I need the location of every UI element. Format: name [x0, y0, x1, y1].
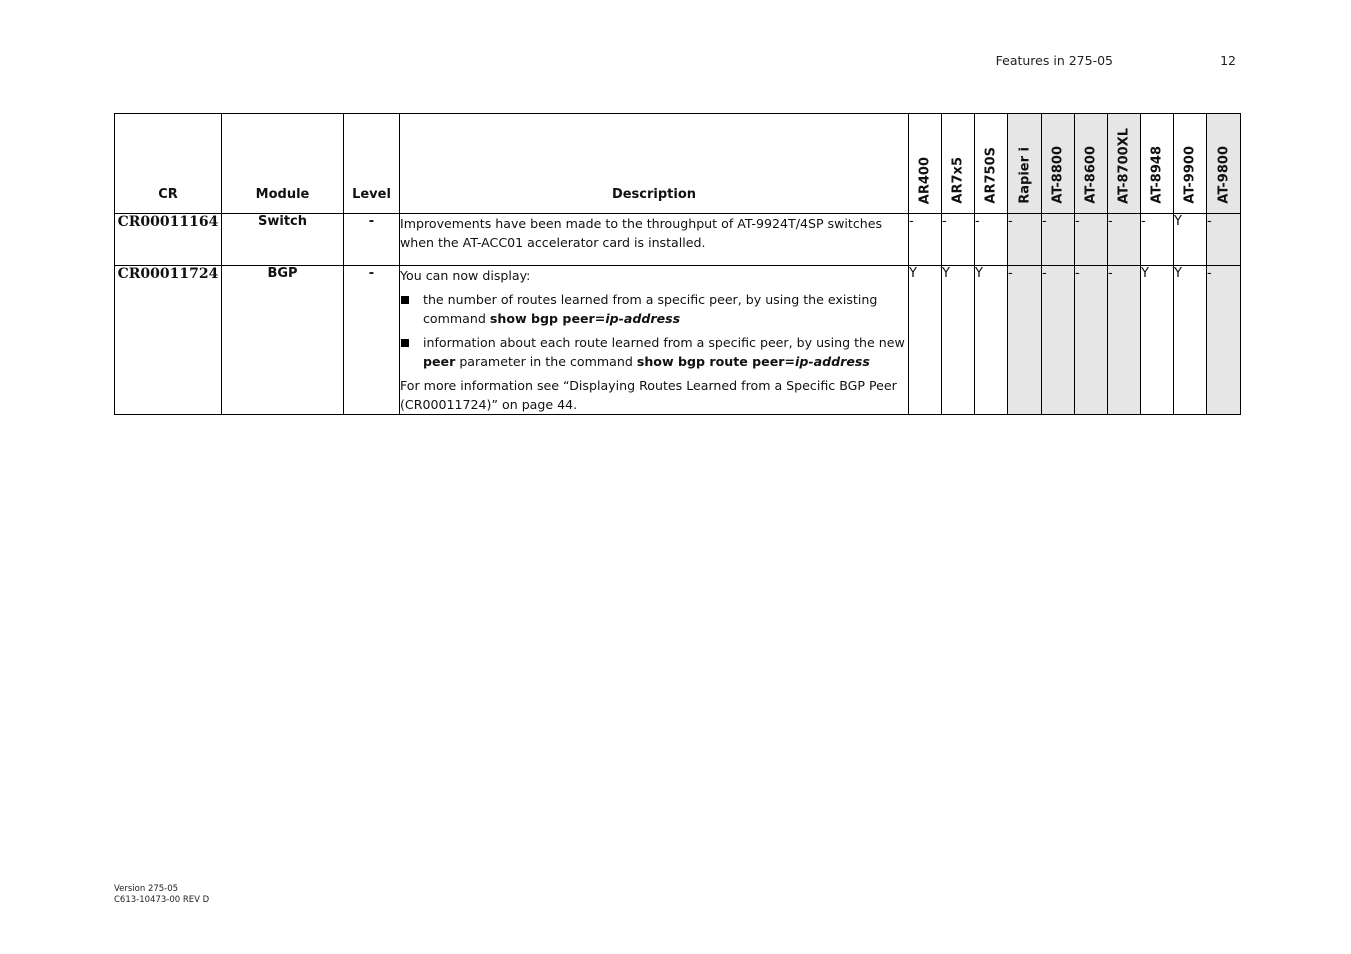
col-header-at-8800: AT-8800 [1042, 114, 1075, 214]
support-flag-at-9800: - [1207, 266, 1241, 415]
description-more-info: For more information see “Displaying Routes Learned from a Specific BGP Peer (CR00011724)” on page 44. [400, 378, 897, 412]
change-request-table [114, 113, 1241, 415]
support-flag-ar400: Y [909, 266, 942, 415]
col-header-description: Description [400, 114, 909, 214]
col-header-rapier-i: Rapier i [1008, 114, 1042, 214]
command-text: show bgp peer= [489, 311, 606, 326]
support-flag-at-8700xl: - [1108, 266, 1141, 415]
level-value: - [344, 266, 400, 415]
parameter-name: peer [423, 354, 456, 369]
module-name: Switch [222, 214, 344, 266]
col-header-ar750s: AR750S [975, 114, 1008, 214]
col-header-at-9900: AT-9900 [1174, 114, 1207, 214]
square-bullet-icon [401, 296, 409, 304]
table-row [115, 266, 1241, 415]
support-flag-ar400: - [909, 214, 942, 266]
col-header-ar7x5: AR7x5 [942, 114, 975, 214]
footer-version: Version 275-05 [114, 884, 179, 894]
list-item: the number of routes learned from a specific peer, by using the existing command show bgp peer=ip-address [400, 290, 908, 328]
level-value: - [344, 214, 400, 266]
support-flag-at-8600: - [1075, 214, 1108, 266]
col-header-ar400: AR400 [909, 114, 942, 214]
col-header-level: Level [344, 114, 400, 214]
description-bullet-list [400, 290, 908, 371]
col-header-cr: CR [115, 114, 222, 214]
cr-number: CR00011724 [115, 266, 222, 415]
support-flag-at-8700xl: - [1108, 214, 1141, 266]
support-flag-ar750s: - [975, 214, 1008, 266]
table-header-row [115, 114, 1241, 214]
list-item: information about each route learned from a specific peer, by using the new peer parameter in the command show bgp route peer=ip-address [400, 333, 908, 371]
support-flag-at-8800: - [1042, 214, 1075, 266]
col-header-at-8600: AT-8600 [1075, 114, 1108, 214]
col-header-at-8700xl: AT-8700XL [1108, 114, 1141, 214]
square-bullet-icon [401, 339, 409, 347]
support-flag-ar750s: Y [975, 266, 1008, 415]
col-header-module: Module [222, 114, 344, 214]
page-footer [114, 884, 209, 906]
command-text: show bgp route peer= [636, 354, 796, 369]
footer-doc-code: C613-10473-00 REV D [114, 895, 210, 905]
support-flag-at-9900: Y [1174, 214, 1207, 266]
support-flag-at-9800: - [1207, 214, 1241, 266]
col-header-at-8948: AT-8948 [1141, 114, 1174, 214]
cr-number: CR00011164 [115, 214, 222, 266]
support-flag-rapier-i: - [1008, 266, 1042, 415]
support-flag-rapier-i: - [1008, 214, 1042, 266]
support-flag-ar7x5: - [942, 214, 975, 266]
module-name: BGP [222, 266, 344, 415]
running-header-title: Features in 275-05 [995, 53, 1113, 68]
support-flag-at-9900: Y [1174, 266, 1207, 415]
description-cell [400, 266, 909, 415]
page-number: 12 [1220, 53, 1236, 68]
description-text: Improvements have been made to the throughput of AT-9924T/4SP switches when the AT-ACC01 accelerator card is installed. [400, 216, 883, 250]
command-parameter: ip-address [605, 311, 681, 326]
table-row [115, 214, 1241, 266]
support-flag-at-8800: - [1042, 266, 1075, 415]
command-parameter: ip-address [795, 354, 870, 369]
description-intro: You can now display: [400, 268, 531, 283]
support-flag-at-8948: - [1141, 214, 1174, 266]
support-flag-ar7x5: Y [942, 266, 975, 415]
support-flag-at-8600: - [1075, 266, 1108, 415]
support-flag-at-8948: Y [1141, 266, 1174, 415]
col-header-at-9800: AT-9800 [1207, 114, 1241, 214]
description-cell [400, 214, 909, 266]
